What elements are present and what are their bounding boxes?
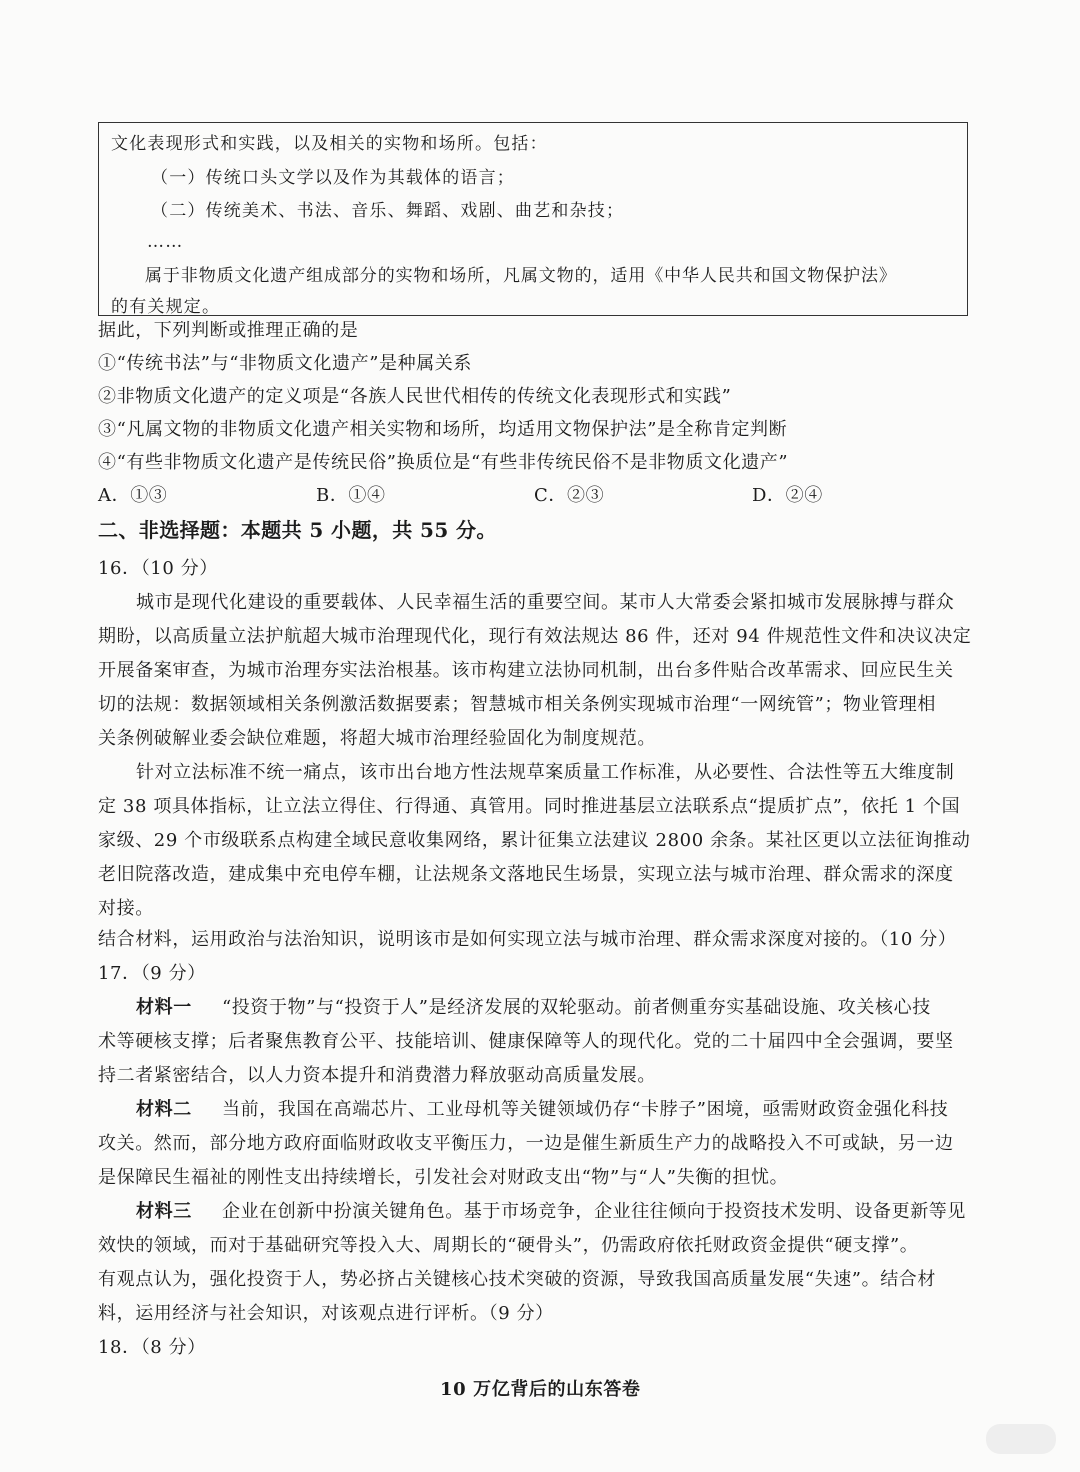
- statement-3: ③“凡属文物的非物质文化遗产相关实物和场所，均适用文物保护法”是全称肯定判断: [98, 419, 788, 440]
- q16-paragraph-line: 定 38 项具体指标，让立法立得住、行得通、真管用。同时推进基层立法联系点“提质扩点”，依托 1 个国: [98, 796, 961, 817]
- question-18-number: 18．（8 分）: [98, 1337, 206, 1358]
- statement-1: ①“传统书法”与“非物质文化遗产”是种属关系: [98, 353, 473, 374]
- material-2-line: 攻关。然而，部分地方政府面临财政收支平衡压力，一边是催生新质生产力的战略投入不可或缺，另一边: [98, 1133, 954, 1154]
- material-2-label: 材料二: [136, 1099, 192, 1120]
- q16-paragraph-line: 家级、29 个市级联系点构建全域民意收集网络，累计征集立法建议 2800 余条。某社区更以立法征询推动: [98, 830, 971, 851]
- q17-task-line: 料，运用经济与社会知识，对该观点进行评析。（9 分）: [98, 1303, 554, 1324]
- material-1-line: 持二者紧密结合，以人力资本提升和消费潜力释放驱动高质量发展。: [98, 1065, 656, 1086]
- material-2-line: 当前，我国在高端芯片、工业母机等关键领域仍存“卡脖子”困境，亟需财政资金强化科技: [222, 1099, 949, 1120]
- statement-4: ④“有些非物质文化遗产是传统民俗”换质位是“有些非传统民俗不是非物质文化遗产”: [98, 452, 789, 473]
- excerpt-line: 文化表现形式和实践，以及相关的实物和场所。包括：: [111, 134, 548, 154]
- question-16-number: 16．（10 分）: [98, 558, 218, 579]
- q17-task-line: 有观点认为，强化投资于人，势必挤占关键核心技术突破的资源，导致我国高质量发展“失速”。结合材: [98, 1269, 936, 1290]
- q16-paragraph-line: 对接。: [98, 898, 154, 919]
- excerpt-line: （一）传统口头文学以及作为其载体的语言；: [151, 168, 515, 188]
- material-3-line: 效快的领域，而对于基础研究等投入大、周期长的“硬骨头”，仍需政府依托财政资金提供“硬支撑”。: [98, 1235, 919, 1256]
- excerpt-box: [98, 122, 968, 316]
- material-3-label: 材料三: [136, 1201, 192, 1222]
- q16-paragraph-line: 针对立法标准不统一痛点，该市出台地方性法规草案质量工作标准，从必要性、合法性等五大维度制: [136, 762, 955, 783]
- excerpt-line: （二）传统美术、书法、音乐、舞蹈、戏剧、曲艺和杂技；: [151, 201, 625, 221]
- material-1-line: “投资于物”与“投资于人”是经济发展的双轮驱动。前者侧重夯实基础设施、攻关核心技: [222, 997, 931, 1018]
- material-3-line: 企业在创新中扮演关键角色。基于市场竞争，企业往往倾向于投资技术发明、设备更新等见: [222, 1201, 966, 1222]
- q18-material-title: 10 万亿背后的山东答卷: [440, 1379, 641, 1400]
- q16-paragraph-line: 开展备案审查，为城市治理夯实法治根基。该市构建立法协同机制，出台多件贴合改革需求、回应民生关: [98, 660, 954, 681]
- material-2-line: 是保障民生福祉的刚性支出持续增长，引发社会对财政支出“物”与“人”失衡的担忧。: [98, 1167, 789, 1188]
- q16-paragraph-line: 老旧院落改造，建成集中充电停车棚，让法规条文落地民生场景，实现立法与城市治理、群众需求的深度: [98, 864, 954, 885]
- q16-task: 结合材料，运用政治与法治知识，说明该市是如何实现立法与城市治理、群众需求深度对接的。（10 分）: [98, 929, 957, 950]
- q16-paragraph-line: 城市是现代化建设的重要载体、人民幸福生活的重要空间。某市人大常委会紧扣城市发展脉搏与群众: [136, 592, 955, 613]
- material-1-label: 材料一: [136, 997, 192, 1018]
- scan-smudge: [986, 1424, 1056, 1454]
- q16-paragraph-line: 切的法规：数据领域相关条例激活数据要素；智慧城市相关条例实现城市治理“一网统管”；物业管理相: [98, 694, 936, 715]
- material-1-line: 术等硬核支撑；后者聚焦教育公平、技能培训、健康保障等人的现代化。党的二十届四中全会强调，要坚: [98, 1031, 954, 1052]
- option-d: D．②④: [752, 485, 823, 506]
- section-heading: 二、非选择题：本题共 5 小题，共 55 分。: [98, 518, 497, 542]
- excerpt-line: 属于非物质文化遗产组成部分的实物和场所，凡属文物的，适用《中华人民共和国文物保护法》: [145, 266, 897, 286]
- q16-paragraph-line: 期盼，以高质量立法护航超大城市治理现代化，现行有效法规达 86 件，还对 94 件规范性文件和决议决定: [98, 626, 972, 647]
- option-c: C．②③: [534, 485, 605, 506]
- q16-paragraph-line: 关条例破解业委会缺位难题，将超大城市治理经验固化为制度规范。: [98, 728, 656, 749]
- question-17-number: 17．（9 分）: [98, 963, 206, 984]
- excerpt-line: 的有关规定。: [111, 297, 221, 317]
- question-prompt: 据此，下列判断或推理正确的是: [98, 320, 359, 341]
- excerpt-line: ……: [147, 232, 184, 252]
- option-a: A．①③: [98, 485, 168, 506]
- option-b: B．①④: [316, 485, 386, 506]
- statement-2: ②非物质文化遗产的定义项是“各族人民世代相传的传统文化表现形式和实践”: [98, 386, 732, 407]
